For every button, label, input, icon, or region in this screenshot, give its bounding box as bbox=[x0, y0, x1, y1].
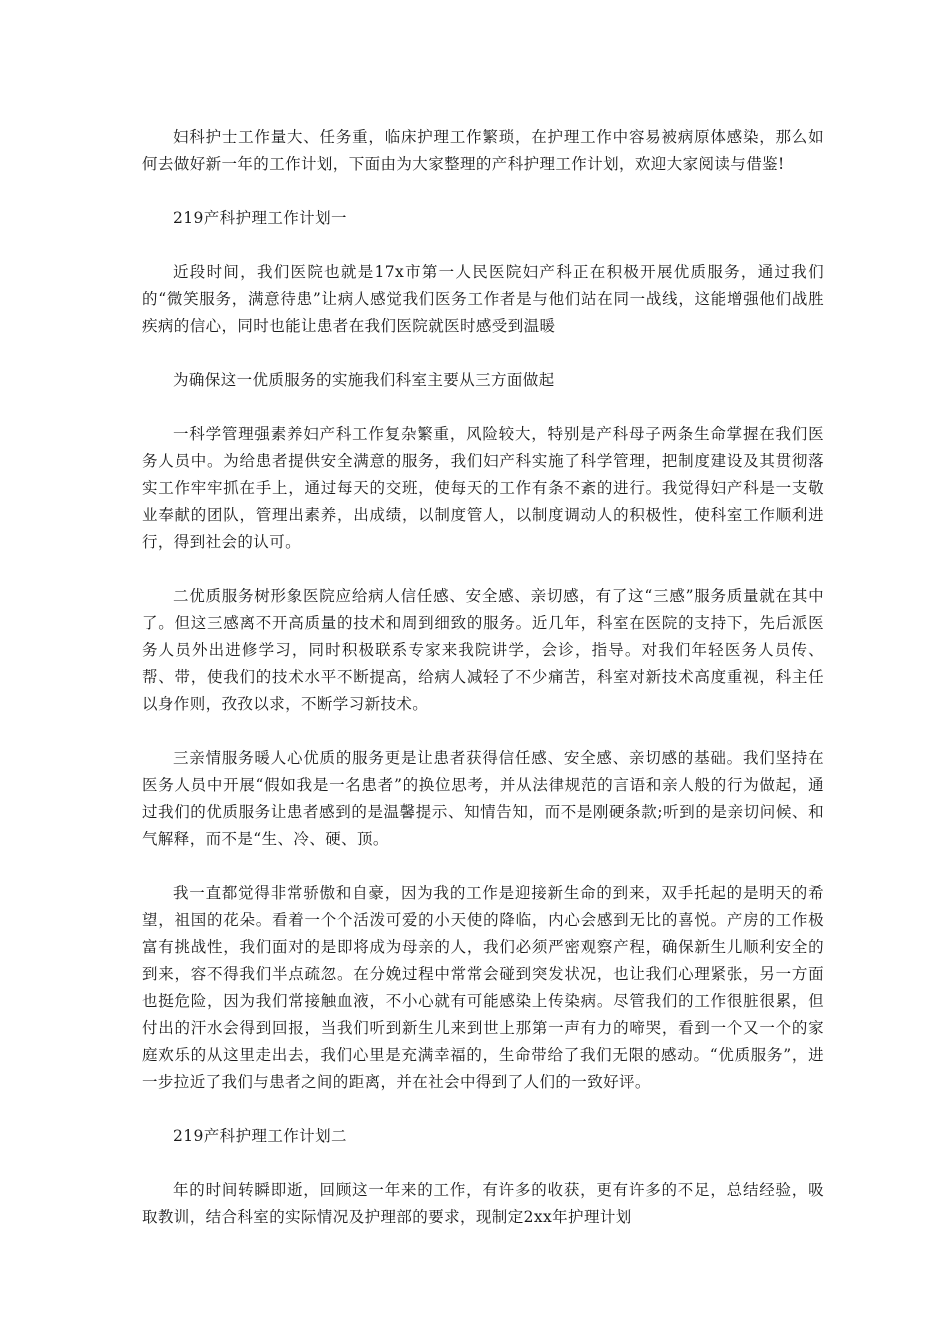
plan-one-paragraph: 近段时间，我们医院也就是17x市第一人民医院妇产科正在积极开展优质服务，通过我们的“微笑服务，满意待患”让病人感觉我们医务工作者是与他们站在同一战线，这能增强他们战胜疾病的信心，同时也能让患者在我们医院就医时感受到温暖 bbox=[142, 263, 824, 335]
plan-two-paragraph: 年的时间转瞬即逝，回顾这一年来的工作，有许多的收获，更有许多的不足，总结经验，吸取教训，结合科室的实际情况及护理部的要求，现制定2xx年护理计划 bbox=[142, 1181, 824, 1226]
plan-one-summary: 为确保这一优质服务的实施我们科室主要从三方面做起 bbox=[173, 371, 555, 389]
plan-one-point-two: 二优质服务树形象医院应给病人信任感、安全感、亲切感，有了这“三感”服务质量就在其中了。但这三感离不开高质量的技术和周到细致的服务。近几年，科室在医院的支持下，先后派医务人员外出进修学习，同时积极联系专家来我院讲学，会诊，指导。对我们年轻医务人员传、帮、带，使我们的技术水平不断提高，给病人减轻了不少痛苦，科室对新技术高度重视，科主任以身作则，孜孜以求，不断学习新技术。 bbox=[142, 587, 824, 713]
section-heading-plan-one: 219产科护理工作计划一 bbox=[173, 209, 347, 227]
intro-paragraph: 妇科护士工作量大、任务重，临床护理工作繁琐，在护理工作中容易被病原体感染，那么如何去做好新一年的工作计划，下面由为大家整理的产科护理工作计划，欢迎大家阅读与借鉴! bbox=[142, 128, 824, 173]
document-body bbox=[142, 124, 824, 1258]
plan-one-point-one: 一科学管理强素养妇产科工作复杂繁重，风险较大，特别是产科母子两条生命掌握在我们医务人员中。为给患者提供安全满意的服务，我们妇产科实施了科学管理，把制度建设及其贯彻落实工作牢牢抓在手上，通过每天的交班，使每天的工作有条不紊的进行。我觉得妇产科是一支敬业奉献的团队，管理出素养，出成绩，以制度管人，以制度调动人的积极性，使科室工作顺利进行，得到社会的认可。 bbox=[142, 425, 824, 551]
plan-one-point-three: 三亲情服务暖人心优质的服务更是让患者获得信任感、安全感、亲切感的基础。我们坚持在医务人员中开展“假如我是一名患者”的换位思考，并从法律规范的言语和亲人般的行为做起，通过我们的优质服务让患者感到的是温馨提示、知情告知，而不是刚硬条款;听到的是亲切问候、和气解释，而不是“生、冷、硬、顶。 bbox=[142, 749, 824, 848]
plan-one-reflection: 我一直都觉得非常骄傲和自豪，因为我的工作是迎接新生命的到来，双手托起的是明天的希望，祖国的花朵。看着一个个活泼可爱的小天使的降临，内心会感到无比的喜悦。产房的工作极富有挑战性，我们面对的是即将成为母亲的人，我们必须严密观察产程，确保新生儿顺利安全的到来，容不得我们半点疏忽。在分娩过程中常常会碰到突发状况，也让我们心理紧张，另一方面也挺危险，因为我们常接触血液，不小心就有可能感染上传染病。尽管我们的工作很脏很累，但付出的汗水会得到回报，当我们听到新生儿来到世上那第一声有力的啼哭，看到一个又一个的家庭欢乐的从这里走出去，我们心里是充满幸福的，生命带给了我们无限的感动。“优质服务”，进一步拉近了我们与患者之间的距离，并在社会中得到了人们的一致好评。 bbox=[142, 884, 824, 1091]
section-heading-plan-two: 219产科护理工作计划二 bbox=[173, 1127, 347, 1145]
